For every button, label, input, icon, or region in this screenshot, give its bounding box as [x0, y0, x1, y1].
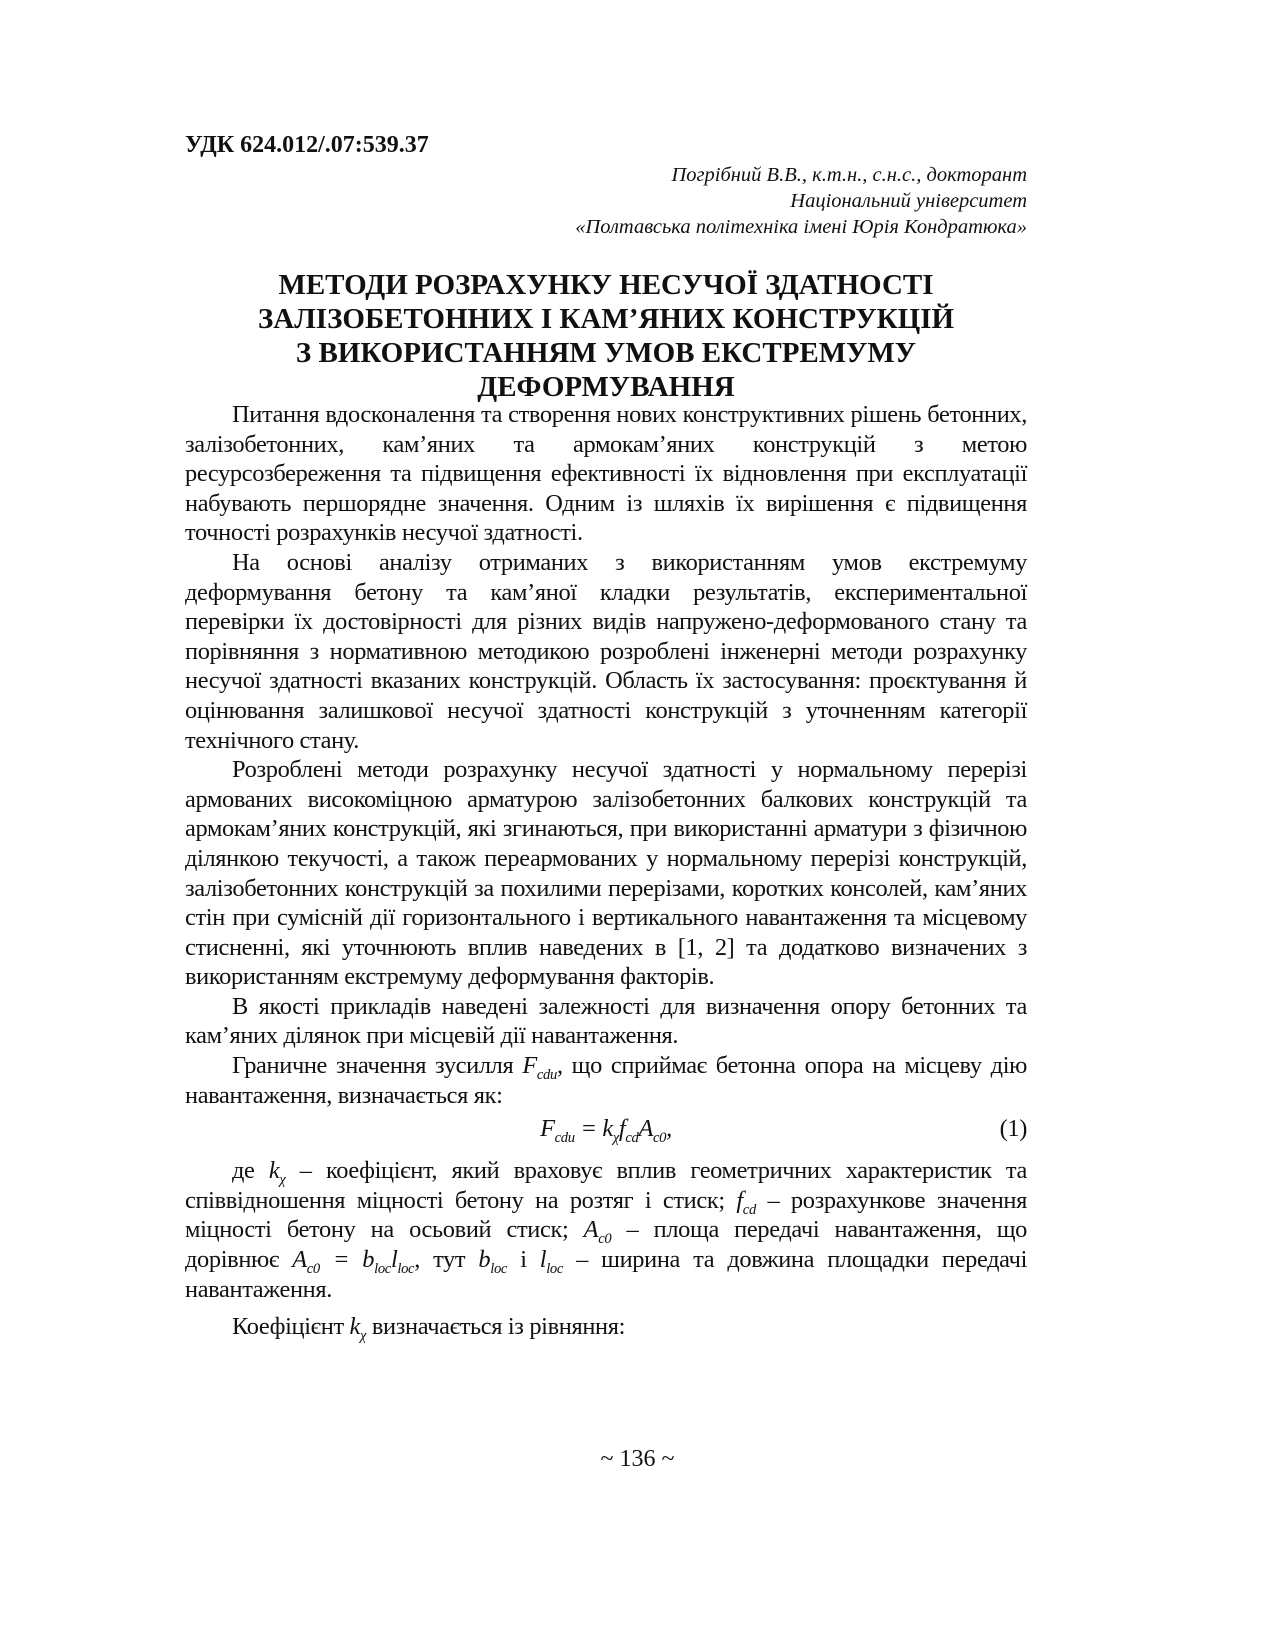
page-number: ~ 136 ~ [600, 1446, 675, 1472]
text: Граничне значення зусилля [232, 1052, 523, 1080]
title-line: ЗАЛІЗОБЕТОННИХ І КАМ’ЯНИХ КОНСТРУКЦІЙ [257, 303, 955, 335]
paragraph: Питання вдосконалення та створення нових конструктивних рішень бетонних, залізобетонних, кам’яних та армокам’яних конструкцій з метою ресурсозбереження та підвищення ефективності їх відновлення при експлуатації набувають першорядне значення. Одним із шляхів їх вирішення є підвищення точності розрахунків несучої здатності. [185, 401, 1027, 547]
article-title [185, 268, 1027, 404]
paragraph: Розроблені методи розрахунку несучої здатності у нормальному перерізі армованих високоміцною арматурою залізобетонних балкових конструкцій та армокам’яних конструкцій, які згинаються, при використанні арматури з фізичною ділянкою текучості, а також переармованих у нормальному перерізі конструкцій, залізобетонних конструкцій за похилими перерізами, коротких консолей, кам’яних стін при сумісній дії горизонтального і вертикального навантаження та місцевому стисненні, які уточнюють вплив наведених в [1, 2] та додатково визначених з використанням екстремуму деформування факторів. [185, 756, 1027, 991]
paragraph [185, 1051, 1027, 1110]
author-block [575, 162, 1027, 240]
equation-number: (1) [999, 1115, 1027, 1143]
title-line: З ВИКОРИСТАННЯМ УМОВ ЕКСТРЕМУМУ [295, 337, 917, 369]
paragraph: В якості прикладів наведені залежності для визначення опору бетонних та кам’яних ділянок при місцевій дії навантаження. [185, 992, 1027, 1050]
text: , що сприймає бетонна опора на місцеву дію навантаження, визначається як: [185, 1052, 1027, 1109]
udc-code: УДК 624.012/.07:539.37 [185, 132, 429, 158]
symbol-f-cdu: $F_{cdu}$ [522, 1052, 557, 1083]
author-affiliation: Національний університет [790, 190, 1027, 212]
title-line: ДЕФОРМУВАННЯ [477, 371, 735, 403]
paragraph: Коефіцієнт $k_\chi$ визначається із рівняння: [232, 1313, 626, 1345]
paragraph: де $k_\chi$ – коефіцієнт, який враховує вплив геометричних характеристик та співвідношення міцності бетону на розтяг і стиск; $f_{cd}$ – розрахункове значення міцності бетону на осьовий стиск; $A_{c0}$ – площа передачі навантаження, що дорівнює $A_{c0} = b_{loc}l_{loc}$, тут $b_{loc}$ і $l_{loc}$ – ширина та довжина площадки передачі навантаження. [185, 1157, 1028, 1303]
article-body [185, 400, 1028, 1345]
author-name: Погрібний В.В., к.т.н., с.н.с., докторант [671, 164, 1027, 186]
equation-1: $F_{cdu} = k_\chi f_{cd}A_{c0}$, (1) [185, 1110, 1027, 1148]
author-institution: «Полтавська політехніка імені Юрія Кондратюка» [575, 216, 1027, 238]
title-line: МЕТОДИ РОЗРАХУНКУ НЕСУЧОЇ ЗДАТНОСТІ [278, 269, 934, 301]
paragraph: На основі аналізу отриманих з використанням умов екстремуму деформування бетону та кам’яної кладки результатів, експериментальної перевірки їх достовірності для різних видів напружено-деформованого стану та порівняння з нормативною методикою розроблені інженерні методи розрахунку несучої здатності вказаних конструкцій. Область їх застосування: проєктування й оцінювання залишкової несучої здатності конструкцій з уточненням категорії технічного стану. [185, 548, 1027, 754]
